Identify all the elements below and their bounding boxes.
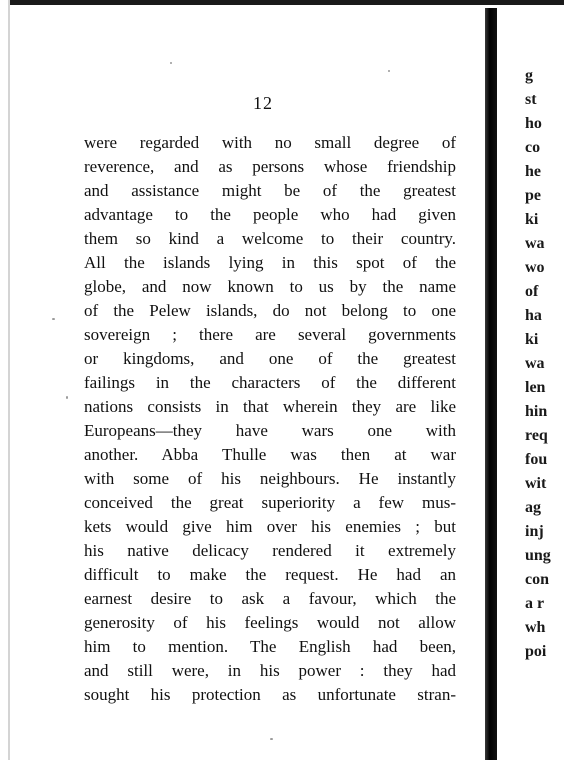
facing-page-text-fragment: ho: [525, 115, 542, 132]
paper-speck: [170, 62, 172, 64]
text-line: them so kind a welcome to their country.: [84, 229, 456, 248]
facing-page-text-fragment: req: [525, 427, 548, 444]
text-line: another. Abba Thulle was then at war: [84, 445, 456, 464]
text-line: or kingdoms, and one of the greatest: [84, 349, 456, 368]
facing-page-text-fragment: hin: [525, 403, 548, 420]
text-line: All the islands lying in this spot of the: [84, 253, 456, 272]
text-line: his native delicacy rendered it extremely: [84, 541, 456, 560]
facing-page-text-fragment: wit: [525, 475, 547, 492]
facing-page-text-fragment: ha: [525, 307, 542, 324]
left-page-edge: [8, 0, 10, 760]
text-line: conceived the great superiority a few mus-: [84, 493, 456, 512]
facing-page-text-fragment: poi: [525, 643, 547, 660]
page-number: 12: [253, 93, 273, 113]
facing-page-text-fragment: ag: [525, 499, 541, 516]
paper-speck: [52, 318, 55, 320]
facing-page-text-fragment: pe: [525, 187, 541, 204]
facing-page-text-fragment: fou: [525, 451, 548, 468]
text-line: and assistance might be of the greatest: [84, 181, 456, 200]
facing-page-text-fragment: wo: [525, 259, 545, 276]
book-gutter: [485, 8, 497, 760]
facing-page-text-fragment: ki: [525, 331, 539, 348]
top-page-edge: [10, 0, 564, 5]
text-line: him to mention. The English had been,: [84, 637, 456, 656]
paper-speck: [66, 396, 68, 399]
facing-page-text-fragment: wa: [525, 235, 545, 252]
text-line: sought his protection as unfortunate stran-: [84, 685, 456, 704]
facing-page-fragment: [525, 0, 564, 760]
text-line: were regarded with no small degree of: [84, 133, 456, 152]
facing-page-text-fragment: wh: [525, 619, 546, 636]
text-line: generosity of his feelings would not allow: [84, 613, 456, 632]
facing-page-text-fragment: wa: [525, 355, 545, 372]
facing-page-text-fragment: ung: [525, 547, 551, 564]
facing-page-text-fragment: of: [525, 283, 539, 300]
text-line: nations consists in that wherein they are like: [84, 397, 456, 416]
text-line: and still were, in his power : they had: [84, 661, 456, 680]
facing-page-text-fragment: a r: [525, 595, 545, 612]
text-line: with some of his neighbours. He instantly: [84, 469, 456, 488]
text-line: reverence, and as persons whose friendship: [84, 157, 456, 176]
facing-page-text-fragment: co: [525, 139, 541, 156]
facing-page-text-fragment: g: [525, 67, 533, 84]
text-line: earnest desire to ask a favour, which the: [84, 589, 456, 608]
paper-speck: [270, 738, 273, 740]
text-line: globe, and now known to us by the name: [84, 277, 456, 296]
facing-page-text-fragment: inj: [525, 523, 544, 540]
text-line: Europeans—they have wars one with: [84, 421, 456, 440]
text-line: failings in the characters of the different: [84, 373, 456, 392]
text-line: difficult to make the request. He had an: [84, 565, 456, 584]
text-line: of the Pelew islands, do not belong to one: [84, 301, 456, 320]
text-line: kets would give him over his enemies ; but: [84, 517, 456, 536]
facing-page-text-fragment: ki: [525, 211, 539, 228]
facing-page-text-fragment: len: [525, 379, 546, 396]
paper-speck: [388, 70, 390, 72]
facing-page-text-fragment: he: [525, 163, 541, 180]
facing-page-text-fragment: st: [525, 91, 537, 108]
text-line: sovereign ; there are several governments: [84, 325, 456, 344]
facing-page-text-fragment: con: [525, 571, 549, 588]
text-line: advantage to the people who had given: [84, 205, 456, 224]
